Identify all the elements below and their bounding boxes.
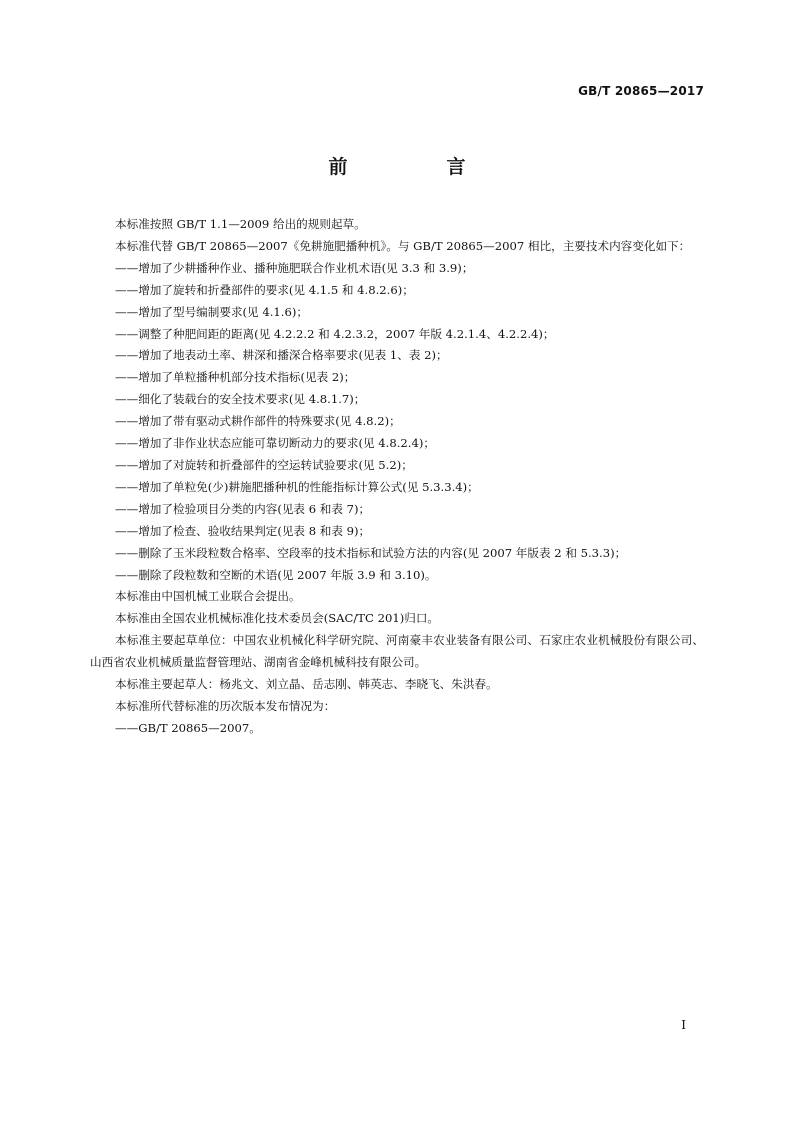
paragraph-replaces: 本标准代替 GB/T 20865—2007《免耕施肥播种机》。与 GB/T 20865—2007 相比，主要技术内容变化如下： <box>115 238 691 253</box>
change-item: ——增加了型号编制要求(见 4.1.6)； <box>115 304 308 319</box>
change-item: ——增加了旋转和折叠部件的要求(见 4.1.5 和 4.8.2.6)； <box>115 282 414 297</box>
paragraph-drafters: 本标准主要起草人：杨兆文、刘立晶、岳志刚、韩英志、李晓飞、朱洪春。 <box>115 677 498 692</box>
change-item: ——删除了玉米段粒数合格率、空段率的技术指标和试验方法的内容(见 2007 年版表 2 和 5.3.3)； <box>115 545 627 560</box>
change-item: ——删除了段粒数和空断的术语(见 2007 年版 3.9 和 3.10)。 <box>115 567 437 582</box>
paragraph-drafting-rules: 本标准按照 GB/T 1.1—2009 给出的规则起草。 <box>115 217 366 231</box>
foreword-body <box>90 214 704 740</box>
standard-number: GB/T 20865—2017 <box>578 84 704 98</box>
paragraph-proposer: 本标准由中国机械工业联合会提出。 <box>115 589 301 604</box>
change-item: ——增加了非作业状态应能可靠切断动力的要求(见 4.8.2.4)； <box>115 436 435 451</box>
change-item: ——增加了检验项目分类的内容(见表 6 和表 7)； <box>115 501 371 516</box>
change-item: ——增加了少耕播种作业、播种施肥联合作业机术语(见 3.3 和 3.9)； <box>115 260 474 275</box>
page-number: I <box>681 1018 686 1032</box>
paragraph-history-intro: 本标准所代替标准的历次版本发布情况为： <box>115 698 336 713</box>
paragraph-committee: 本标准由全国农业机械标准化技术委员会(SAC/TC 201)归口。 <box>115 611 440 626</box>
change-item: ——增加了检查、验收结果判定(见表 8 和表 9)； <box>115 523 371 538</box>
changes-list <box>90 258 704 587</box>
change-item: ——调整了种肥间距的距离(见 4.2.2.2 和 4.2.3.2，2007 年版 4.2.1.4、4.2.2.4)； <box>115 326 555 341</box>
change-item: ——增加了地表动土率、耕深和播深合格率要求(见表 1、表 2)； <box>115 348 448 363</box>
paragraph-drafting-units: 本标准主要起草单位：中国农业机械化科学研究院、河南豪丰农业装备有限公司、石家庄农业机械股份有限公司、山西省农业机械质量监督管理站、湖南省金峰机械科技有限公司。 <box>90 633 704 670</box>
change-item: ——增加了对旋转和折叠部件的空运转试验要求(见 5.2)； <box>115 457 413 472</box>
change-item: ——增加了单粒免(少)耕施肥播种机的性能指标计算公式(见 5.3.3.4)； <box>115 479 479 494</box>
change-item: ——细化了装载台的安全技术要求(见 4.8.1.7)； <box>115 392 366 407</box>
change-item: ——增加了带有驱动式耕作部件的特殊要求(见 4.8.2)； <box>115 414 401 429</box>
change-item: ——增加了单粒播种机部分技术指标(见表 2)； <box>115 370 356 385</box>
history-item: ——GB/T 20865—2007。 <box>115 720 261 735</box>
page-title: 前 言 <box>328 156 506 178</box>
